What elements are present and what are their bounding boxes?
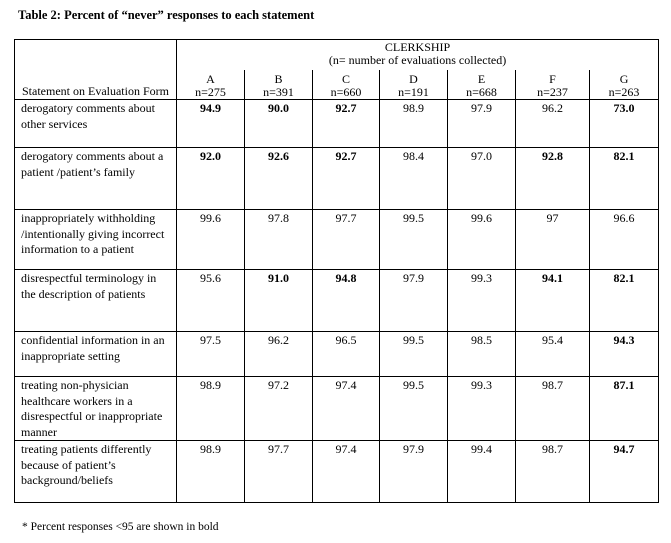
value-cell: 94.8 <box>313 270 380 332</box>
column-header-c <box>313 70 380 100</box>
value-cell: 92.7 <box>313 148 380 210</box>
value-cell: 99.5 <box>380 210 448 270</box>
column-header-g <box>590 70 659 100</box>
column-header-d <box>380 70 448 100</box>
statement-cell: treating non-physician healthcare workers in a disrespectful or inappropriate manner <box>15 377 177 441</box>
value-cell: 96.5 <box>313 332 380 377</box>
statement-cell: disrespectful terminology in the description of patients <box>15 270 177 332</box>
column-letter: D <box>409 72 418 86</box>
value-cell: 97.2 <box>245 377 313 441</box>
value-cell: 92.6 <box>245 148 313 210</box>
value-cell: 82.1 <box>590 148 659 210</box>
column-count: n=263 <box>608 85 640 99</box>
table-row <box>15 270 659 332</box>
value-cell: 97.4 <box>313 377 380 441</box>
value-cell: 95.6 <box>177 270 245 332</box>
value-cell: 92.0 <box>177 148 245 210</box>
table-row <box>15 332 659 377</box>
column-count: n=668 <box>466 85 497 99</box>
table-row <box>15 210 659 270</box>
column-letter: F <box>549 72 556 86</box>
value-cell: 98.9 <box>177 377 245 441</box>
value-cell: 99.3 <box>448 377 516 441</box>
value-cell: 99.4 <box>448 441 516 503</box>
column-header-e <box>448 70 516 100</box>
column-count: n=391 <box>263 85 294 99</box>
value-cell: 97.4 <box>313 441 380 503</box>
value-cell: 94.1 <box>516 270 590 332</box>
value-cell: 97.8 <box>245 210 313 270</box>
statement-cell: confidential information in an inappropriate setting <box>15 332 177 377</box>
results-table <box>14 39 659 503</box>
value-cell: 90.0 <box>245 100 313 148</box>
value-cell: 99.5 <box>380 377 448 441</box>
value-cell: 98.4 <box>380 148 448 210</box>
column-count: n=191 <box>398 85 429 99</box>
value-cell: 97.0 <box>448 148 516 210</box>
table-row <box>15 377 659 441</box>
value-cell: 94.3 <box>590 332 659 377</box>
column-letter: C <box>341 72 350 86</box>
footnote: * Percent responses <95 are shown in bold <box>22 521 219 533</box>
value-cell: 94.7 <box>590 441 659 503</box>
column-letter: E <box>477 72 486 86</box>
statement-cell: treating patients differently because of patient’s background/beliefs <box>15 441 177 503</box>
value-cell: 94.9 <box>177 100 245 148</box>
value-cell: 92.7 <box>313 100 380 148</box>
statement-cell: derogatory comments about other services <box>15 100 177 148</box>
value-cell: 97.7 <box>313 210 380 270</box>
value-cell: 99.6 <box>448 210 516 270</box>
clerkship-label: CLERKSHIP <box>384 40 451 54</box>
column-header-b <box>245 70 313 100</box>
value-cell: 73.0 <box>590 100 659 148</box>
table-title: Table 2: Percent of “never” responses to each statement <box>18 8 315 22</box>
value-cell: 98.9 <box>380 100 448 148</box>
value-cell: 82.1 <box>590 270 659 332</box>
column-letter: A <box>206 72 215 86</box>
column-count: n=660 <box>330 85 362 99</box>
value-cell: 96.2 <box>516 100 590 148</box>
table-row <box>15 100 659 148</box>
value-cell: 97.9 <box>380 441 448 503</box>
column-letter: B <box>274 72 283 86</box>
value-cell: 99.5 <box>380 332 448 377</box>
column-count: n=275 <box>195 85 226 99</box>
value-cell: 96.2 <box>245 332 313 377</box>
clerkship-sublabel: (n= number of evaluations collected) <box>328 53 507 67</box>
value-cell: 98.7 <box>516 377 590 441</box>
value-cell: 96.6 <box>590 210 659 270</box>
value-cell: 97.5 <box>177 332 245 377</box>
column-header-a <box>177 70 245 100</box>
value-cell: 98.5 <box>448 332 516 377</box>
column-header-f <box>516 70 590 100</box>
value-cell: 99.3 <box>448 270 516 332</box>
column-letter: G <box>619 72 629 86</box>
value-cell: 91.0 <box>245 270 313 332</box>
header-statement-label: Statement on Evaluation Form <box>15 40 177 100</box>
statement-cell: derogatory comments about a patient /patient’s family <box>15 148 177 210</box>
header-clerkship <box>177 40 659 70</box>
column-count: n=237 <box>537 85 568 99</box>
value-cell: 95.4 <box>516 332 590 377</box>
statement-cell: inappropriately withholding /intentionally giving incorrect information to a patient <box>15 210 177 270</box>
table-row <box>15 441 659 503</box>
value-cell: 87.1 <box>590 377 659 441</box>
value-cell: 98.9 <box>177 441 245 503</box>
value-cell: 97.7 <box>245 441 313 503</box>
value-cell: 98.7 <box>516 441 590 503</box>
value-cell: 97.9 <box>448 100 516 148</box>
value-cell: 92.8 <box>516 148 590 210</box>
value-cell: 97.9 <box>380 270 448 332</box>
value-cell: 97 <box>516 210 590 270</box>
value-cell: 99.6 <box>177 210 245 270</box>
table-row <box>15 148 659 210</box>
